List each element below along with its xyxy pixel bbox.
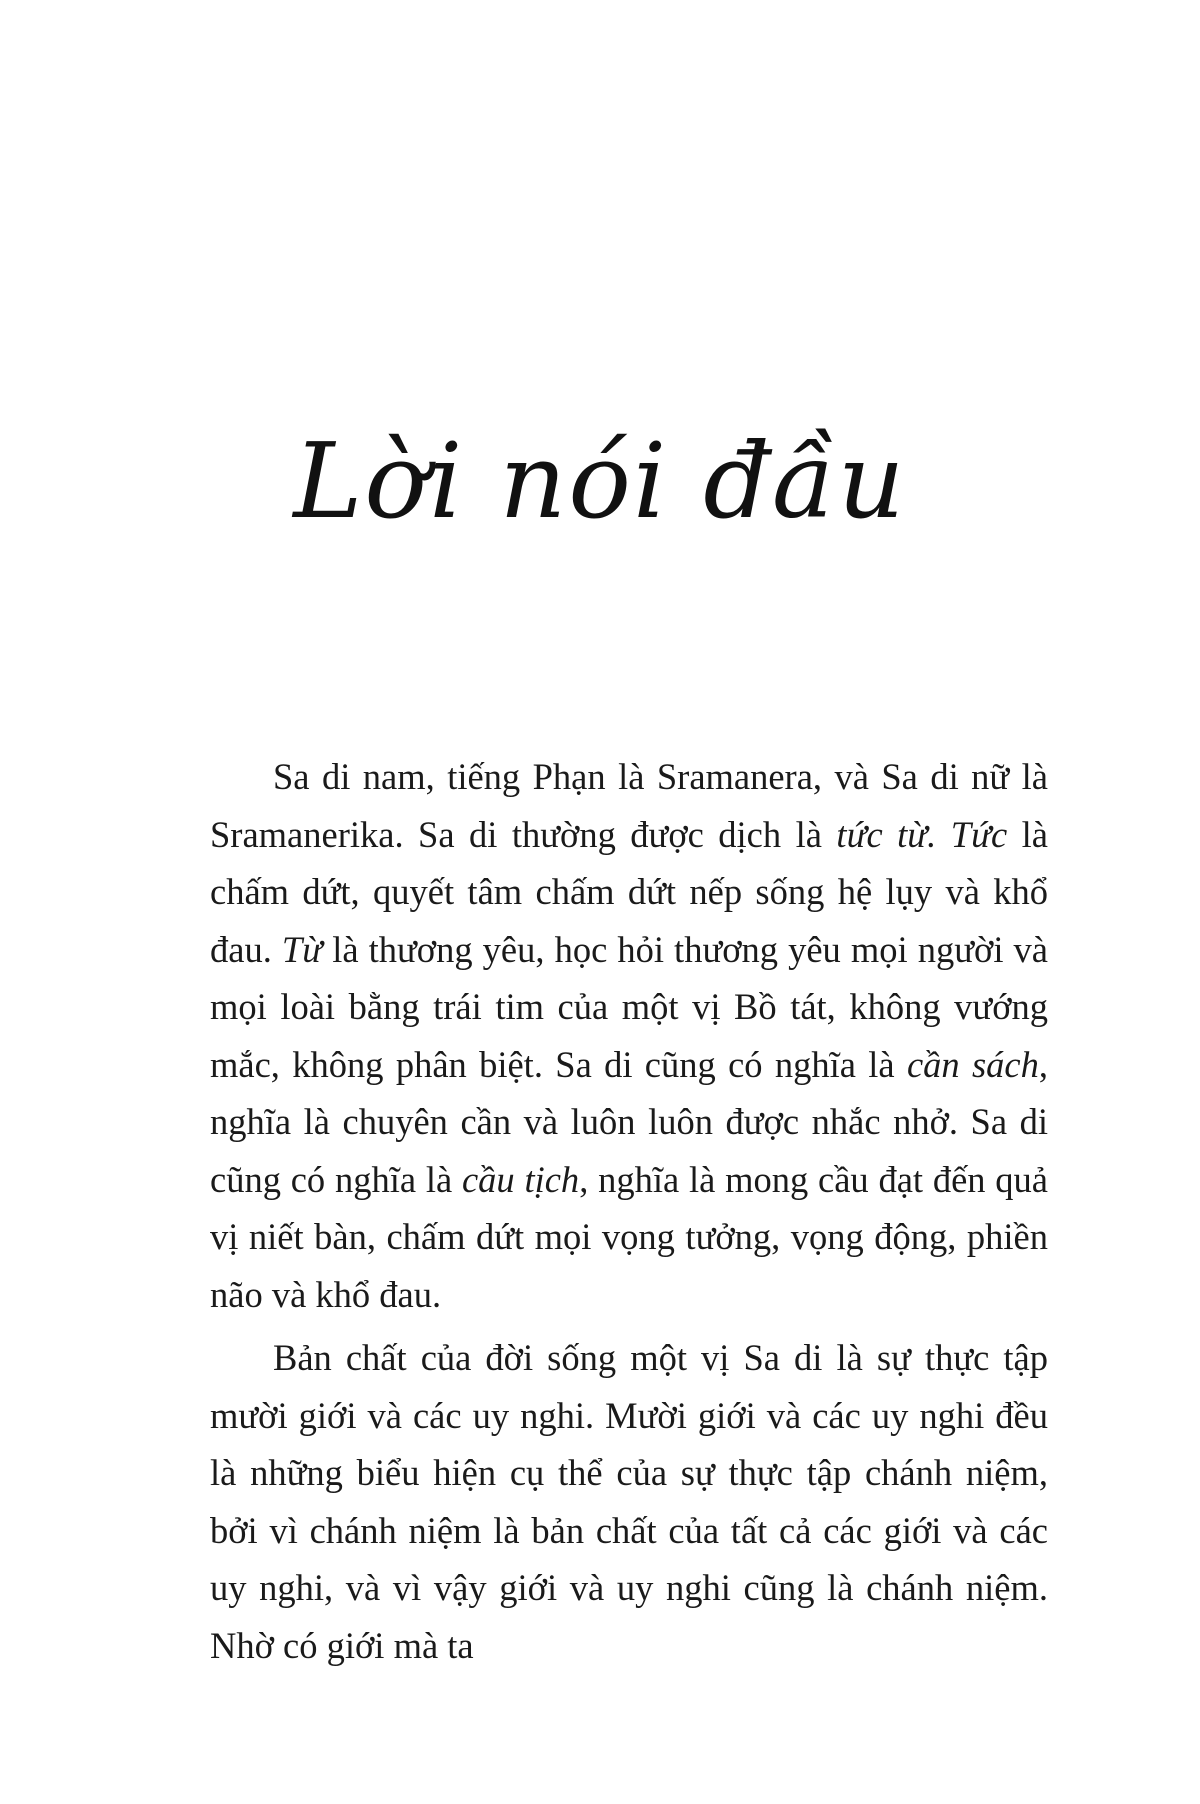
paragraph-1-text-1: Sa di nam, tiếng Phạn là Sramanera, và Sa di nữ là Sramanerika. Sa di thường được dịch là — [210, 756, 1048, 855]
paragraph-1 — [210, 748, 1048, 1323]
body-text — [210, 748, 1048, 1680]
paragraph-1-italic-2: Từ — [281, 928, 323, 970]
paragraph-1-italic-1: tức từ. Tức — [836, 813, 1008, 855]
page-title: Lời nói đầu — [293, 420, 907, 542]
paragraph-1-italic-4: cầu tịch — [461, 1158, 580, 1200]
paragraph-1-italic-3: cần sách — [906, 1043, 1039, 1085]
paragraph-2: Bản chất của đời sống một vị Sa di là sự thực tập mười giới và các uy nghi. Mười giới và các uy nghi đều là những biểu hiện cụ thể của sự thực tập chánh niệm, bởi vì chánh niệm là bản chất của tất cả các giới và các uy nghi, và vì vậy giới và uy nghi cũng là chánh niệm. Nhờ có giới mà ta — [210, 1337, 1048, 1666]
paragraph-1-text-4: , nghĩa là chuyên cần và luôn luôn được nhắc nhở. Sa di cũng có nghĩa là — [210, 1043, 1048, 1200]
paragraph-1-text-2: là chấm dứt, quyết tâm chấm dứt nếp sống hệ lụy và khổ đau. — [210, 813, 1048, 970]
paragraph-1-text-3: là thương yêu, học hỏi thương yêu mọi người và mọi loài bằng trái tim của một vị Bồ tát, không vướng mắc, không phân biệt. Sa di cũng có nghĩa là — [210, 928, 1048, 1085]
paragraph-1-text-5: , nghĩa là mong cầu đạt đến quả vị niết bàn, chấm dứt mọi vọng tưởng, vọng động, phiền não và khổ đau. — [210, 1158, 1048, 1315]
